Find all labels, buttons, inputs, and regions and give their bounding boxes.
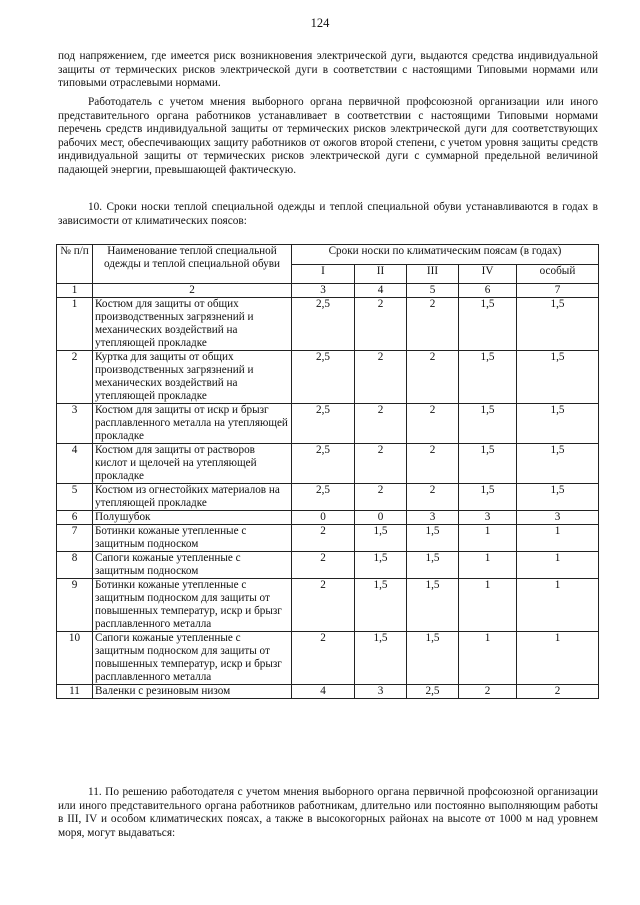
row-number: 10	[57, 632, 93, 685]
term-value: 1,5	[407, 632, 459, 685]
zone-header: II	[355, 264, 407, 284]
item-name: Валенки с резиновым низом	[93, 685, 292, 699]
term-value: 1,5	[517, 298, 599, 351]
zone-header: IV	[459, 264, 517, 284]
term-value: 1,5	[459, 444, 517, 484]
index-cell: 1	[57, 284, 93, 298]
table-row	[57, 484, 599, 511]
table-row	[57, 298, 599, 351]
term-value: 1,5	[355, 552, 407, 579]
term-value: 1,5	[459, 404, 517, 444]
section-11-text: 11. По решению работодателя с учетом мнения выборного органа первичной профсоюзной организации или иного представительного органа работников работникам, длительно или постоянно выполняющим работы в III, IV и особом климатических поясах, а также в высокогорных районах на высоте от 1000 м над уровнем моря, могут выдаваться:	[58, 786, 598, 839]
term-value: 2,5	[292, 444, 355, 484]
table-row	[57, 579, 599, 632]
term-value: 2	[407, 444, 459, 484]
wear-terms-table	[56, 244, 599, 699]
row-number: 2	[57, 351, 93, 404]
term-value: 1	[459, 632, 517, 685]
term-value: 1	[459, 525, 517, 552]
term-value: 2	[292, 579, 355, 632]
header-name: Наименование теплой специальной одежды и теплой специальной обуви	[93, 245, 292, 284]
term-value: 4	[292, 685, 355, 699]
item-name: Костюм из огнестойких материалов на утепляющей прокладке	[93, 484, 292, 511]
term-value: 2	[355, 351, 407, 404]
term-value: 0	[355, 511, 407, 525]
header-num: № п/п	[57, 245, 93, 284]
term-value: 2,5	[407, 685, 459, 699]
term-value: 1,5	[407, 552, 459, 579]
row-number: 9	[57, 579, 93, 632]
header-terms: Сроки носки по климатическим поясам (в годах)	[292, 245, 599, 265]
term-value: 2	[407, 298, 459, 351]
term-value: 2,5	[292, 404, 355, 444]
table-row	[57, 351, 599, 404]
item-name: Сапоги кожаные утепленные с защитным подноском для защиты от повышенных температур, искр и брызг расплавленного металла	[93, 632, 292, 685]
row-number: 7	[57, 525, 93, 552]
term-value: 2	[517, 685, 599, 699]
term-value: 2	[355, 404, 407, 444]
table-row	[57, 404, 599, 444]
term-value: 1,5	[517, 404, 599, 444]
term-value: 1,5	[459, 484, 517, 511]
index-cell: 2	[93, 284, 292, 298]
table-header-row	[57, 245, 599, 265]
row-number: 11	[57, 685, 93, 699]
zone-header: особый	[517, 264, 599, 284]
index-row	[57, 284, 599, 298]
term-value: 1,5	[517, 484, 599, 511]
employer-paragraph-text: Работодатель с учетом мнения выборного органа первичной профсоюзной организации или иного представительного органа работников устанавливает в соответствии с настоящими Типовыми нормами перечень средств индивидуальной защиты от термических рисков электрической дуги для соответствующих рабочих мест, обеспечивающих защиту работников от ожогов второй степени, с учетом уровня защиты средств индивидуальной защиты от термических рисков электрической дуги с суммарной предельной величиной падающей энергии, превышающей фактическую.	[58, 96, 598, 176]
term-value: 1,5	[407, 579, 459, 632]
term-value: 1,5	[517, 444, 599, 484]
section-10-text: 10. Сроки носки теплой специальной одежды и теплой специальной обуви устанавливаются в годах в зависимости от климатических поясов:	[58, 201, 598, 227]
term-value: 1	[517, 525, 599, 552]
zone-header: III	[407, 264, 459, 284]
page-number: 124	[310, 16, 330, 30]
term-value: 1	[459, 552, 517, 579]
row-number: 5	[57, 484, 93, 511]
term-value: 2	[459, 685, 517, 699]
term-value: 2,5	[292, 351, 355, 404]
index-cell: 5	[407, 284, 459, 298]
term-value: 3	[517, 511, 599, 525]
employer-paragraph	[58, 96, 598, 178]
term-value: 1	[517, 632, 599, 685]
term-value: 1	[459, 579, 517, 632]
term-value: 1,5	[407, 525, 459, 552]
item-name: Костюм для защиты от растворов кислот и щелочей на утепляющей прокладке	[93, 444, 292, 484]
term-value: 0	[292, 511, 355, 525]
table-row	[57, 444, 599, 484]
item-name: Ботинки кожаные утепленные с защитным подноском для защиты от повышенных температур, искр и брызг расплавленного металла	[93, 579, 292, 632]
section-11-paragraph	[58, 786, 598, 840]
item-name: Костюм для защиты от общих производственных загрязнений и механических воздействий на утепляющей прокладке	[93, 298, 292, 351]
term-value: 2,5	[292, 484, 355, 511]
index-cell: 7	[517, 284, 599, 298]
term-value: 2,5	[292, 298, 355, 351]
term-value: 1,5	[517, 351, 599, 404]
term-value: 1,5	[355, 632, 407, 685]
table-row	[57, 685, 599, 699]
term-value: 1,5	[459, 351, 517, 404]
item-name: Ботинки кожаные утепленные с защитным подноском	[93, 525, 292, 552]
term-value: 2	[292, 632, 355, 685]
item-name: Полушубок	[93, 511, 292, 525]
table-row	[57, 632, 599, 685]
index-cell: 4	[355, 284, 407, 298]
zone-header: I	[292, 264, 355, 284]
row-number: 8	[57, 552, 93, 579]
row-number: 4	[57, 444, 93, 484]
table-row	[57, 525, 599, 552]
term-value: 3	[355, 685, 407, 699]
term-value: 1	[517, 552, 599, 579]
term-value: 1,5	[355, 525, 407, 552]
row-number: 3	[57, 404, 93, 444]
item-name: Сапоги кожаные утепленные с защитным подноском	[93, 552, 292, 579]
row-number: 1	[57, 298, 93, 351]
term-value: 2	[292, 525, 355, 552]
term-value: 1,5	[459, 298, 517, 351]
term-value: 2	[407, 404, 459, 444]
table-row	[57, 511, 599, 525]
term-value: 2	[292, 552, 355, 579]
term-value: 3	[459, 511, 517, 525]
item-name: Костюм для защиты от искр и брызг расплавленного металла на утепляющей прокладке	[93, 404, 292, 444]
intro-paragraph: под напряжением, где имеется риск возникновения электрической дуги, выдаются средства индивидуальной защиты от термических рисков электрической дуги в соответствии с настоящими Типовыми нормами или типовыми отраслевыми нормами.	[58, 50, 598, 90]
section-10-paragraph	[58, 201, 598, 228]
term-value: 2	[407, 351, 459, 404]
item-name: Куртка для защиты от общих производственных загрязнений и механических воздействий на утепляющей прокладке	[93, 351, 292, 404]
term-value: 2	[355, 298, 407, 351]
term-value: 3	[407, 511, 459, 525]
term-value: 1	[517, 579, 599, 632]
row-number: 6	[57, 511, 93, 525]
table-row	[57, 552, 599, 579]
term-value: 2	[355, 444, 407, 484]
term-value: 2	[407, 484, 459, 511]
term-value: 2	[355, 484, 407, 511]
index-cell: 3	[292, 284, 355, 298]
term-value: 1,5	[355, 579, 407, 632]
index-cell: 6	[459, 284, 517, 298]
